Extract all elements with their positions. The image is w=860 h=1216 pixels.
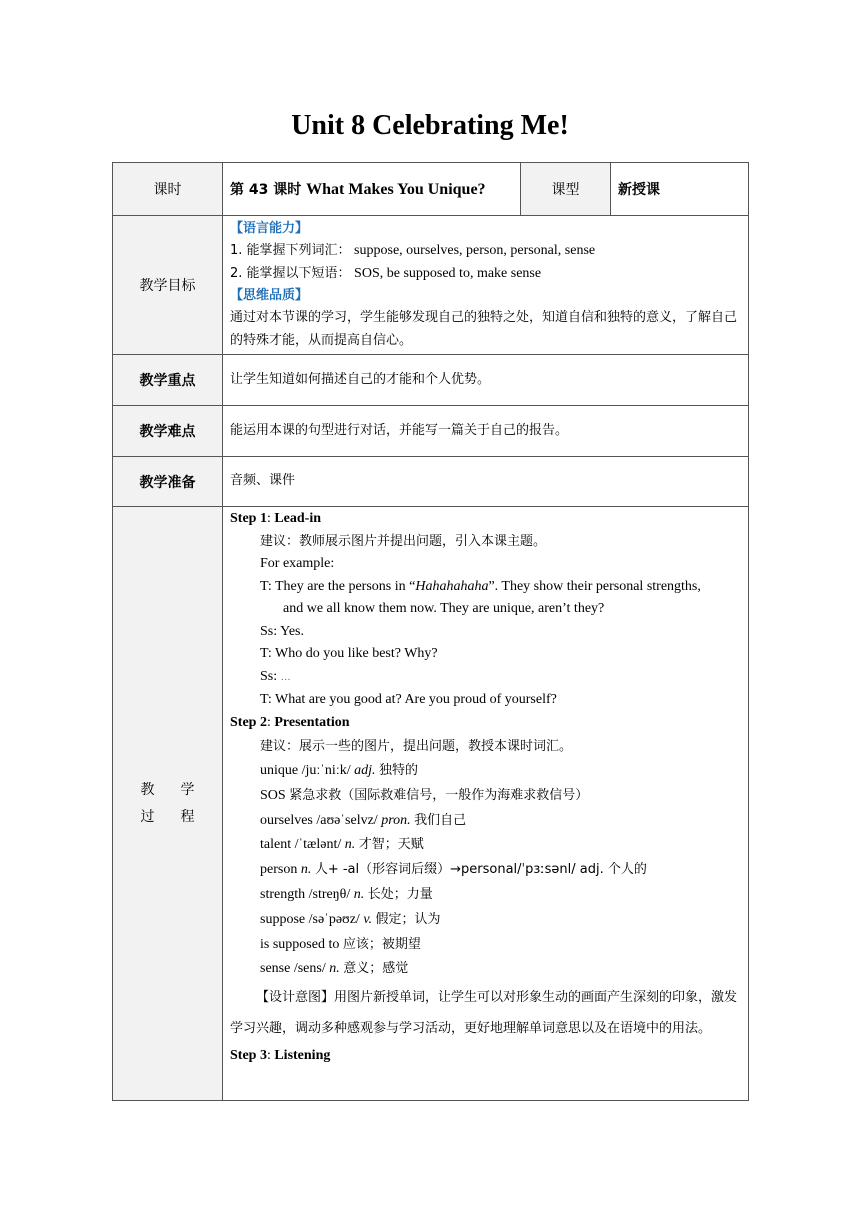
process-content (223, 507, 749, 1101)
vocab-item: strength /streŋθ/ n. 长处；力量 (260, 886, 433, 902)
objectives-content (223, 216, 749, 355)
dialog-ss1: Ss: Yes. (260, 623, 304, 639)
vocab-item: sense /sens/ n. 意义；感觉 (260, 961, 409, 977)
process-label: 教学 过程 (113, 507, 223, 1101)
page-title: Unit 8 Celebrating Me! (291, 110, 569, 141)
section-language: 【语言能力】 (230, 221, 309, 237)
lesson-plan-table (112, 162, 749, 1101)
key-points-row (113, 355, 749, 406)
dialog-t1: T: They are the persons in “Hahahahaha”. They show their personal strengths, (260, 578, 701, 594)
type-value: 新授课 (611, 163, 749, 216)
section-thinking: 【思维品质】 (230, 288, 309, 303)
step2-advice: 建议：展示一些的图片，提出问题，教授本课时词汇。 (260, 739, 573, 754)
dialog-t3: T: What are you good at? Are you proud of yourself? (260, 692, 557, 707)
lesson-number: 第 43 课时 (230, 182, 302, 198)
vocab-item: suppose /səˈpəʊz/ v. 假定；认为 (260, 911, 441, 927)
step2-heading: Step 2: Presentation (230, 714, 350, 730)
vocab-item: talent /ˈtælənt/ n. 才智；天赋 (260, 837, 424, 853)
thinking-text: 通过对本节课的学习，学生能够发现自己的独特之处，知道自信和独特的意义，了解自己的特殊才能，从而提高自信心。 (230, 310, 738, 348)
step1-advice: 建议：教师展示图片并提出问题，引入本课主题。 (260, 533, 547, 549)
preparation-text: 音频、课件 (230, 473, 296, 489)
dialog-t2: T: Who do you like best? Why? (260, 646, 438, 661)
vocab-item: unique /juːˈniːk/ adj. 独特的 (260, 763, 419, 778)
difficulties-label: 教学难点 (113, 406, 223, 457)
lesson-value (223, 163, 521, 216)
key-points-label: 教学重点 (113, 355, 223, 406)
step1-heading: Step 1: Lead-in (230, 511, 322, 526)
difficulties-text: 能运用本课的句型进行对话，并能写一篇关于自己的报告。 (230, 422, 569, 438)
key-points-text: 让学生知道如何描述自己的才能和个人优势。 (230, 371, 491, 387)
objectives-label: 教学目标 (113, 216, 223, 355)
dialog-ss2: Ss: … (260, 668, 291, 684)
preparation-label: 教学准备 (113, 457, 223, 507)
objective-item-2: 2. 能掌握以下短语： SOS, be supposed to, make sense (230, 265, 542, 281)
objective-item-1: 1. 能掌握下列词汇： suppose, ourselves, person, personal, sense (230, 243, 596, 259)
header-row (113, 163, 749, 216)
vocab-item: ourselves /aʊəˈselvz/ pron. 我们自己 (260, 812, 467, 828)
type-label: 课型 (521, 163, 611, 216)
for-example: For example: (260, 556, 335, 571)
design-note: 【设计意图】用图片新授单词，让学生可以对形象生动的画面产生深刻的印象，激发学习兴趣，调动多种感观参与学习活动，更好地理解单词意思以及在语境中的用法。 (230, 990, 738, 1037)
step3-heading: Step 3: Listening (230, 1048, 331, 1064)
vocab-item: is supposed to 应该；被期望 (260, 936, 421, 952)
process-row (113, 507, 749, 1101)
vocab-item: SOS 紧急求救（国际救难信号，一般作为海难求救信号） (260, 787, 589, 803)
lesson-label: 课时 (113, 163, 223, 216)
difficulties-row (113, 406, 749, 457)
objectives-row (113, 216, 749, 355)
preparation-row (113, 457, 749, 507)
vocab-item: person n. 人+ -al（形容词后缀）→personal/ˈpɜːsənl/ adj. 个人的 (260, 862, 647, 878)
vocab-list (230, 759, 741, 982)
lesson-title: What Makes You Unique? (306, 181, 486, 198)
dialog-t1-cont: and we all know them now. They are unique, aren’t they? (283, 601, 605, 616)
